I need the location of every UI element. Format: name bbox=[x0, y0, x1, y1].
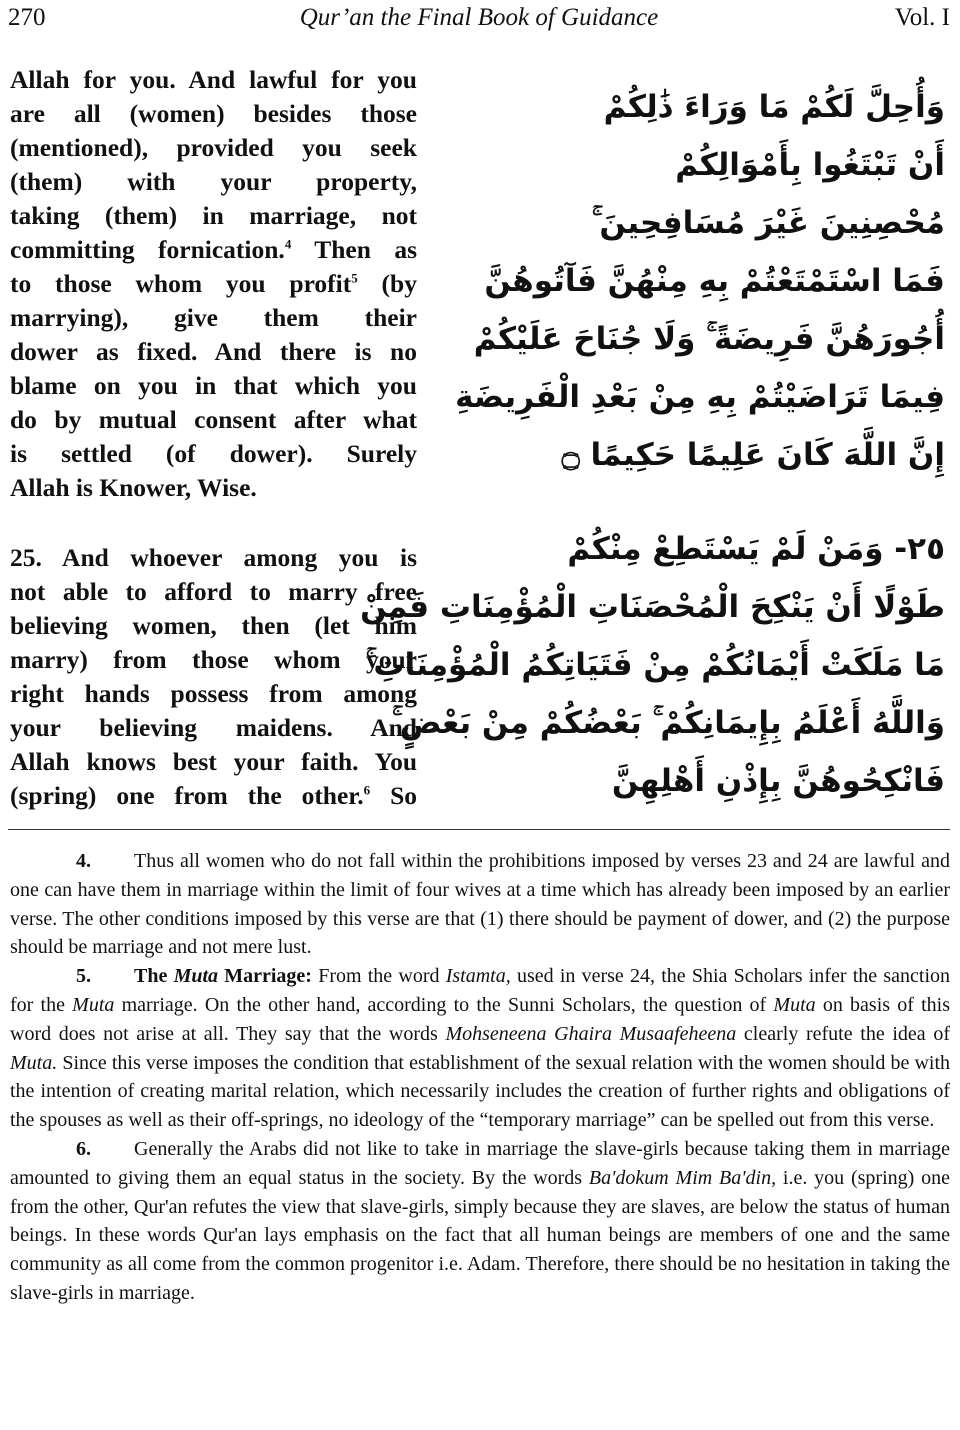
footnote-number: 6. bbox=[76, 1137, 91, 1160]
translation-line: not able to afford to marry free bbox=[10, 577, 417, 606]
footnote-divider bbox=[8, 829, 950, 830]
heading-term: Muta bbox=[173, 965, 219, 988]
translation-line: Allah for you. And lawful for you bbox=[10, 65, 417, 94]
heading-text: Marriage: bbox=[218, 965, 312, 988]
translation-line: Allah is Knower, Wise. bbox=[10, 473, 257, 502]
footnote-term: Muta. bbox=[10, 1051, 58, 1074]
footnote-text: marriage. On the other hand, according to the Sunni Scholars, the question of bbox=[114, 993, 774, 1016]
footnote-text: clearly refute the idea of bbox=[736, 1022, 950, 1045]
translation-line: 25. And whoever among you is bbox=[10, 543, 417, 572]
footnote-heading bbox=[134, 965, 312, 987]
footnote-text: i.e. you (spring) one from the other, Qur'an refutes the view that slave-girls, simply because they are slaves, are below the status of human beings. In these words Qur'an lays emphasis on the fact that all human beings are members of one and the same community as all come from the common progenitor i.e. Adam. Therefore, there should be no hesitation in taking the slave-girls in marriage. bbox=[10, 1166, 950, 1304]
page-number: 270 bbox=[8, 4, 46, 31]
footnote-text: Since this verse imposes the condition that establishment of the sexual relation with the women should be with the intention of creating marital relation, which necessarily includes the creation of further rights and obligations of the spouses as well as their off-springs, no ideology of the “temporary marriage” can be spelled out from this verse. bbox=[10, 1051, 950, 1132]
volume-label: Vol. I bbox=[894, 4, 950, 31]
translation-text: (spring) one from the other. bbox=[10, 781, 364, 810]
footnote-number: 4. bbox=[76, 850, 91, 872]
arabic-line: فَانْكِحُوهُنَّ بِإِذْنِ أَهْلِهِنَّ bbox=[611, 763, 945, 799]
footnote-term: Istamta, bbox=[445, 965, 511, 988]
translation-line: taking (them) in marriage, not bbox=[10, 201, 417, 230]
footnote-5 bbox=[10, 962, 950, 1135]
translation-line: marrying), give them their bbox=[10, 303, 417, 332]
page-header bbox=[8, 2, 950, 38]
footnote-number: 5. bbox=[76, 965, 91, 988]
arabic-line: فَمَا اسْتَمْتَعْتُمْ بِهِ مِنْهُنَّ فَآتُوهُنَّ bbox=[484, 263, 945, 299]
translation-line: blame on you in that which you bbox=[10, 371, 417, 400]
translation-line: is settled (of dower). Surely bbox=[10, 439, 417, 468]
translation-line: believing women, then (let him bbox=[10, 611, 417, 640]
footnote-text: Generally the Arabs did not like to take in marriage the slave-girls because taking them in marriage amounted to giving them an equal status in the society. By the words bbox=[10, 1137, 950, 1189]
footnote-term: Mohseneena Ghaira Musaafeheena bbox=[445, 1022, 737, 1045]
translation-line bbox=[10, 267, 417, 301]
footnote-term: Ba'dokum Mim Ba'din, bbox=[588, 1166, 777, 1189]
arabic-line: مُحْصِنِينَ غَيْرَ مُسَافِحِينَ ۚ bbox=[591, 205, 945, 241]
book-title: Qur’an the Final Book of Guidance bbox=[299, 4, 659, 31]
arabic-line: وَأُحِلَّ لَكُمْ مَا وَرَاءَ ذَٰلِكُمْ bbox=[603, 89, 945, 125]
footnote-6 bbox=[10, 1135, 950, 1308]
arabic-line: أَنْ تَبْتَغُوا بِأَمْوَالِكُمْ bbox=[675, 147, 945, 183]
arabic-line: مَا مَلَكَتْ أَيْمَانُكُمْ مِنْ فَتَيَاتِكُمُ الْمُؤْمِنَاتِ ۚ bbox=[365, 647, 945, 683]
footnote-4 bbox=[10, 847, 950, 962]
footnote-ref-6: 6 bbox=[363, 782, 371, 798]
translation-line: Allah knows best your faith. You bbox=[10, 747, 417, 776]
translation-text: committing fornication. bbox=[10, 235, 285, 264]
arabic-line: أُجُورَهُنَّ فَرِيضَةً ۚ وَلَا جُنَاحَ عَلَيْكُمْ bbox=[473, 321, 945, 357]
arabic-line: ٢٥- وَمَنْ لَمْ يَسْتَطِعْ مِنْكُمْ bbox=[567, 531, 945, 567]
arabic-line: فِيمَا تَرَاضَيْتُمْ بِهِ مِنْ بَعْدِ الْفَرِيضَةِ bbox=[455, 379, 945, 415]
translation-line: are all (women) besides those bbox=[10, 99, 417, 128]
translation-line: (mentioned), provided you seek bbox=[10, 133, 417, 162]
footnote-text: From the word bbox=[311, 965, 446, 988]
arabic-verse-block-1 bbox=[455, 78, 945, 484]
arabic-line: وَاللَّهُ أَعْلَمُ بِإِيمَانِكُمْ ۚ بَعْضُكُمْ مِنْ بَعْضٍ ۚ bbox=[391, 705, 945, 741]
translation-text: (by bbox=[357, 269, 417, 298]
translation-block-1 bbox=[10, 63, 417, 505]
footnotes bbox=[10, 847, 950, 1308]
footnote-ref-5: 5 bbox=[351, 270, 358, 286]
translation-line: (them) with your property, bbox=[10, 167, 417, 196]
translation-block-2 bbox=[10, 541, 417, 813]
arabic-line: طَوْلًا أَنْ يَنْكِحَ الْمُحْصَنَاتِ الْمُؤْمِنَاتِ فَمِنْ bbox=[360, 589, 945, 625]
translation-line: marry) from those whom your bbox=[10, 645, 417, 674]
translation-line bbox=[10, 233, 417, 267]
translation-line: dower as fixed. And there is no bbox=[10, 337, 417, 366]
arabic-line: إِنَّ اللَّهَ كَانَ عَلِيمًا حَكِيمًا ۝ bbox=[561, 437, 945, 473]
translation-text: to those whom you profit bbox=[10, 269, 352, 298]
footnote-text: used in verse 24, the Shia Scholars infer the sanction for the bbox=[10, 965, 951, 1016]
translation-text: Then as bbox=[291, 235, 417, 264]
footnote-text: on basis of this word does not arise at all. They say that the words bbox=[10, 993, 950, 1045]
footnote-text: Thus all women who do not fall within the prohibitions imposed by verses 23 and 24 are lawful and one can have them in marriage within the limit of four wives at a time which has already been imposed by an earlier verse. The other conditions imposed by this verse are that (1) there should be payment of dower, and (2) the purpose should be marriage and not mere lust. bbox=[10, 850, 950, 959]
translation-line bbox=[10, 779, 417, 813]
footnote-term: Muta bbox=[72, 993, 115, 1016]
translation-line: right hands possess from among bbox=[10, 679, 417, 708]
translation-text: So bbox=[370, 781, 417, 810]
footnote-term: Muta bbox=[773, 993, 816, 1016]
footnote-ref-4: 4 bbox=[284, 236, 292, 252]
translation-line: your believing maidens. And bbox=[10, 713, 417, 742]
translation-line: do by mutual consent after what bbox=[10, 405, 417, 434]
heading-text: The bbox=[134, 965, 174, 988]
